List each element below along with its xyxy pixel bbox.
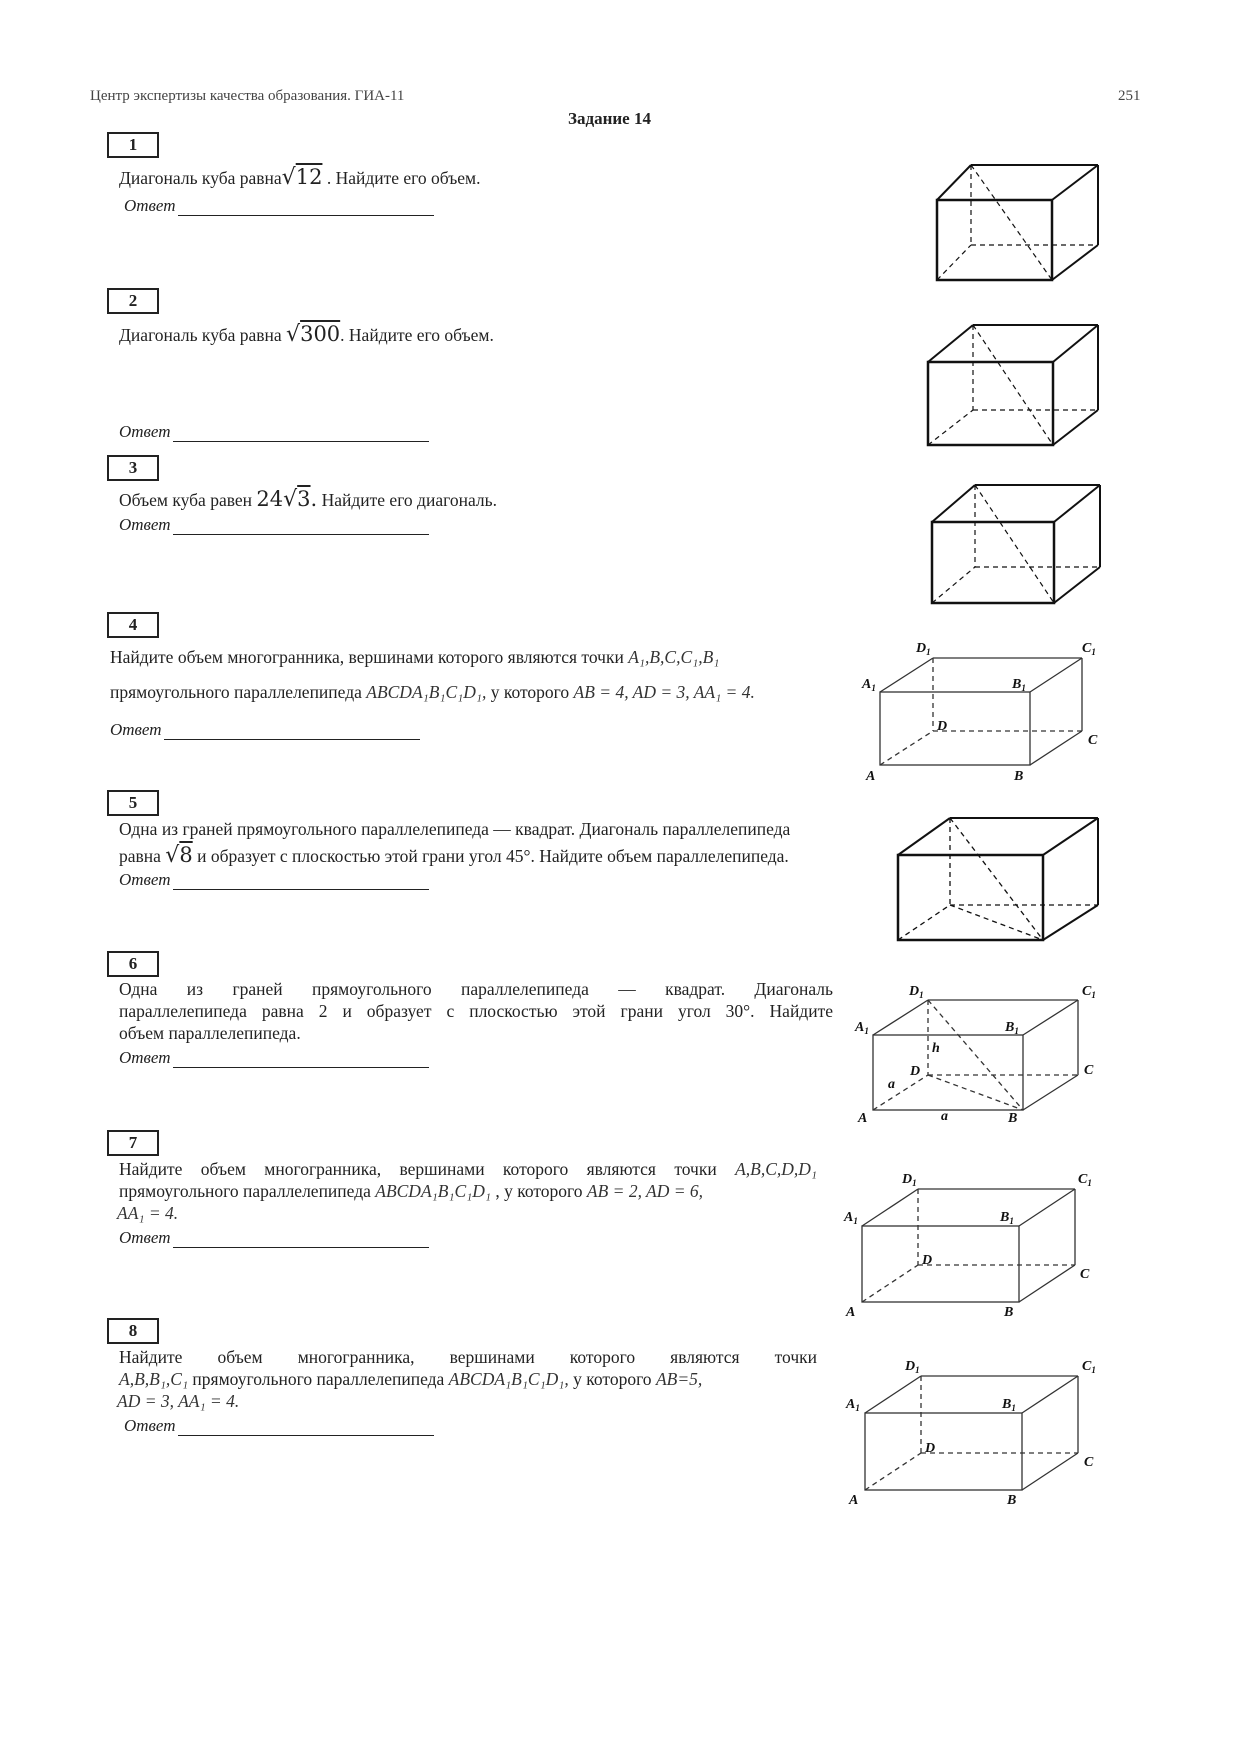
label-h: h [932,1041,940,1056]
page-number: 251 [1118,88,1141,104]
label-A: A [858,1111,868,1126]
label-a: a [888,1077,895,1092]
task-text: прямоугольного параллелепипеда [119,1181,376,1201]
task-8-line-1: Найдите объем многогранника, вершинами которого являются точки [119,1347,817,1367]
task-text: Объем куба равен [119,490,257,510]
sqrt-sign: √ [281,165,296,190]
given-values: AB=5, [655,1369,703,1389]
points-list: A,B,C,D,D₁ [735,1159,817,1179]
label-A: A [866,769,876,784]
given-values: AB = 4, AD = 3, AA₁ = 4. [573,682,755,702]
sqrt-radicand: 3 [297,487,311,511]
label-A1: $A_1$ [846,1397,860,1413]
label-B: B [1004,1305,1014,1320]
task-number-badge: 4 [107,612,159,638]
task-7-line-3: AA₁ = 4. [117,1203,179,1223]
label-D: D [910,1064,921,1079]
label-C: C [1084,1455,1094,1470]
label-A1: $A_1$ [844,1210,858,1226]
label-A: A [846,1305,856,1320]
solid-name: ABCDA₁B₁C₁D₁ [375,1181,491,1201]
task-text: у которого [568,1369,656,1389]
label-D: D [925,1441,936,1456]
task-text: и образует с плоскостью этой грани угол 45°. Найдите объем параллелепипеда. [192,846,789,866]
task-number-badge: 3 [107,455,159,481]
label-A: A [849,1493,859,1508]
task-5-line-1: Одна из граней прямоугольного параллелепипеда — квадрат. Диагональ параллелепипеда [119,819,791,839]
answer-label: Ответ [119,422,171,441]
task-text: Найдите его диагональ. [317,490,497,510]
sqrt-radicand: 300 [300,322,341,346]
points-list: A₁,B,C,C₁,B₁ [628,647,720,667]
label-C1: $C_1$ [1082,984,1096,1000]
task-text: прямоугольного параллелепипеда [188,1369,449,1389]
period: . [310,487,318,511]
task-text: , у которого [490,1181,587,1201]
points-list: A,B,B₁,C₁ [119,1369,189,1389]
answer-label: Ответ [124,196,176,215]
label-D: D [937,719,948,734]
task-number-badge: 1 [107,132,159,158]
task-8-line-3: AD = 3, AA₁ = 4. [117,1391,240,1411]
label-B1: $B_1$ [1000,1210,1014,1226]
task-text: равна [119,846,166,866]
task-6-line-2: параллелепипеда равна 2 и образует с плоскостью этой грани угол 30°. Найдите [119,1001,833,1021]
given-values: AB = 2, AD = 6, [586,1181,704,1201]
label-D1: $D_1$ [902,1172,917,1188]
solid-name: ABCDA₁B₁C₁D₁, [448,1369,569,1389]
label-B: B [1008,1111,1018,1126]
label-D: D [922,1253,933,1268]
task-number-badge: 2 [107,288,159,314]
label-B: B [1007,1493,1017,1508]
label-a: a [941,1109,948,1124]
sqrt-sign: √ [165,843,180,868]
task-6-line-3: объем параллелепипеда. [119,1023,301,1043]
task-text: . Найдите его объем. [340,325,494,345]
label-C: C [1080,1267,1090,1282]
label-D1: $D_1$ [905,1359,920,1375]
header-source: Центр экспертизы качества образования. ГИА-11 [90,88,405,104]
task-text: Найдите объем многогранника, вершинами которого являются точки [110,647,629,667]
answer-label: Ответ [124,1416,176,1435]
sqrt-radicand: 12 [295,165,323,189]
label-B1: $B_1$ [1005,1020,1019,1036]
label-B1: $B_1$ [1002,1397,1016,1413]
answer-label: Ответ [110,720,162,739]
sqrt-sign: √ [286,322,301,347]
solid-name: ABCDA₁B₁C₁D₁, [366,682,487,702]
task-number-badge: 7 [107,1130,159,1156]
answer-label: Ответ [119,1048,171,1067]
sqrt-radicand: 8 [179,843,193,867]
label-B: B [1014,769,1024,784]
task-6-line-1: Одна из граней прямоугольного параллелепипеда — квадрат. Диагональ [119,979,833,999]
task-text: Диагональ куба равна [119,325,287,345]
task-number-badge: 8 [107,1318,159,1344]
task-text: Найдите объем многогранника, вершинами которого являются точки [119,1159,736,1179]
label-C: C [1084,1063,1094,1078]
answer-label: Ответ [119,515,171,534]
label-D1: $D_1$ [909,984,924,1000]
task-number-badge: 6 [107,951,159,977]
coefficient: 24 [256,487,284,511]
label-A1: $A_1$ [855,1020,869,1036]
label-B1: $B_1$ [1012,677,1026,693]
label-C1: $C_1$ [1082,641,1096,657]
sqrt-sign: √ [283,487,298,512]
task-text: прямоугольного параллелепипеда [110,682,367,702]
answer-label: Ответ [119,1228,171,1247]
label-C1: $C_1$ [1078,1172,1092,1188]
task-text: Диагональ куба равна [119,168,282,188]
label-C: C [1088,733,1098,748]
label-C1: $C_1$ [1082,1359,1096,1375]
task-number-badge: 5 [107,790,159,816]
label-D1: $D_1$ [916,641,931,657]
page-title: Задание 14 [568,109,651,128]
answer-label: Ответ [119,870,171,889]
task-text: . Найдите его объем. [322,168,481,188]
task-text: у которого [486,682,574,702]
label-A1: $A_1$ [862,677,876,693]
